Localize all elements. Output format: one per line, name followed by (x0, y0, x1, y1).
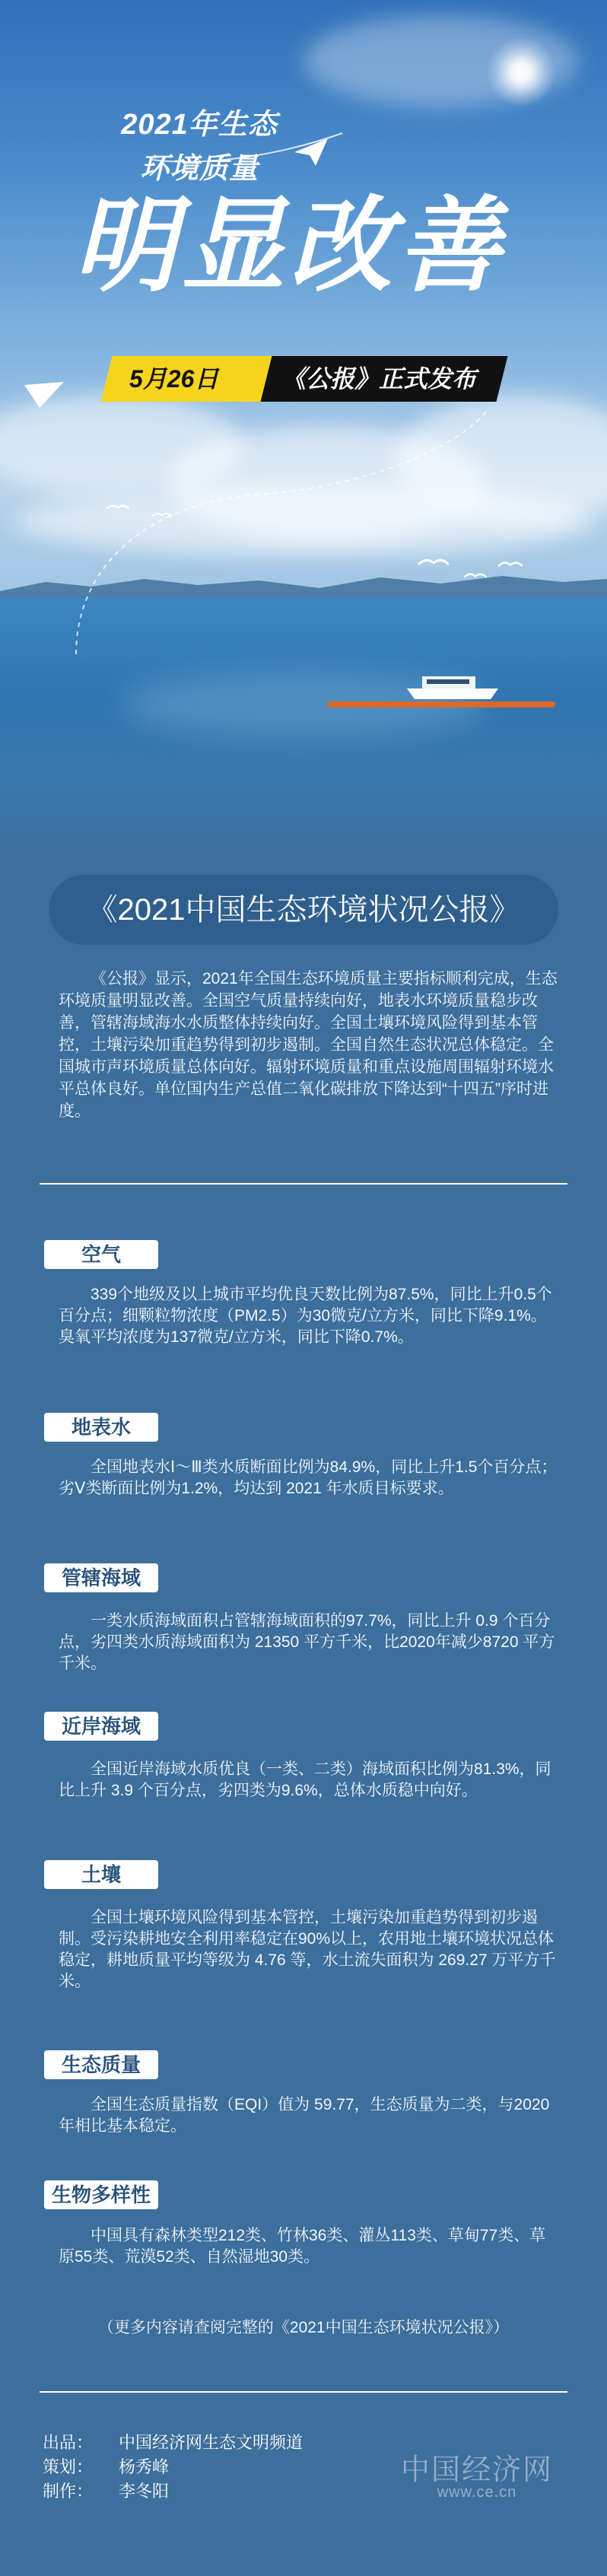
paper-plane-icon (23, 380, 65, 411)
bird-icon (498, 559, 523, 568)
section-text-surface-water: 全国地表水Ⅰ～Ⅲ类水质断面比例为84.9%，同比上升1.5个百分点；劣Ⅴ类断面比例为1.2%，均达到 2021 年水质目标要求。 (59, 1458, 558, 1497)
section-text-air: 339个地级及以上城市平均优良天数比例为87.5%，同比上升0.5个百分点；细颗粒物浓度（PM2.5）为30微克/立方米，同比下降9.1%。臭氧平均浓度为137微克/立方米，同比下降0.7%。 (59, 1286, 552, 1346)
release-label: 《公报》正式发布 (281, 365, 477, 393)
bird-icon (464, 571, 487, 580)
section-label-jurisdictional-sea: 管辖海域 (44, 1563, 158, 1592)
section-label-biodiversity: 生物多样性 (44, 2180, 158, 2209)
ce-url: www.ce.cn (437, 2484, 517, 2501)
bird-icon (106, 502, 129, 511)
section-text-biodiversity: 中国具有森林类型212类、竹林36类、灌丛113类、草甸77类、草原55类、荒漠52类、自然湿地30类。 (59, 2227, 546, 2266)
release-date: 5月26日 (129, 365, 219, 393)
buoy-line (327, 698, 555, 711)
section-text-soil: 全国土壤环境风险得到基本管控，土壤污染加重趋势得到初步遏制。受污染耕地安全利用率稳定在90%以上，农用地土壤环境状况总体稳定，耕地质量平均等级为 4.76 等，水土流失面积为 269.27 万平方千米。 (59, 1909, 556, 1990)
section-label-soil: 土壤 (44, 1860, 158, 1889)
report-title: 《2021中国生态环境状况公报》 (49, 875, 558, 945)
divider (40, 1183, 567, 1185)
more-info-note: （更多内容请查阅完整的《2021中国生态环境状况公报》） (97, 2319, 510, 2336)
hero-banner (0, 0, 607, 852)
credit-producer: 出品： 中国经济网生态文明频道 (43, 2433, 304, 2452)
ce-logo: 中国经济网 (400, 2453, 553, 2486)
section-label-surface-water: 地表水 (44, 1413, 158, 1442)
hero-headline: 明显改善 (73, 188, 505, 304)
divider (40, 2391, 567, 2393)
credit-planner: 策划： 杨秀峰 (43, 2457, 170, 2476)
credits (43, 2431, 303, 2504)
sun-glare (487, 38, 555, 107)
intro-paragraph: 《公报》显示，2021年全国生态环境质量主要指标顺利完成，生态环境质量明显改善。全国空气质量持续向好，地表水环境质量稳步改善，管辖海域海水水质整体持续向好。全国土壤环境风险得到基本管控，土壤污染加重趋势得到初步遏制。全国自然生态状况总体稳定。全国城市声环境质量总体向好。辐射环境质量和重点设施周围辐射环境水平总体良好。单位国内生产总值二氧化碳排放下降达到“十四五”序时进度。 (59, 970, 558, 1120)
credit-maker: 制作： 李冬阳 (43, 2482, 170, 2501)
hero-subtitle-2: 环境质量 (139, 153, 259, 185)
section-text-ecological-quality: 全国生态质量指数（EQI）值为 59.77，生态质量为二类，与2020 年相比基本稳定。 (59, 2096, 550, 2135)
section-label-coastal-sea: 近岸海域 (44, 1712, 158, 1741)
section-label-ecological-quality: 生态质量 (44, 2050, 158, 2079)
dashed-swirl (61, 380, 517, 669)
hero-subtitle-1: 2021年生态 (121, 109, 278, 141)
bird-icon (418, 557, 449, 566)
section-text-coastal-sea: 全国近岸海域水质优良（一类、二类）海域面积比例为81.3%，同比上升 3.9 个百分点，劣四类为9.6%，总体水质稳中向好。 (59, 1760, 551, 1799)
bird-icon (152, 510, 172, 519)
section-text-jurisdictional-sea: 一类水质海域面积占管辖海域面积的97.7%，同比上升 0.9 个百分点，劣四类水质海域面积为 21350 平方千米，比2020年减少8720 平方千米。 (59, 1612, 555, 1672)
section-label-air: 空气 (44, 1240, 158, 1269)
